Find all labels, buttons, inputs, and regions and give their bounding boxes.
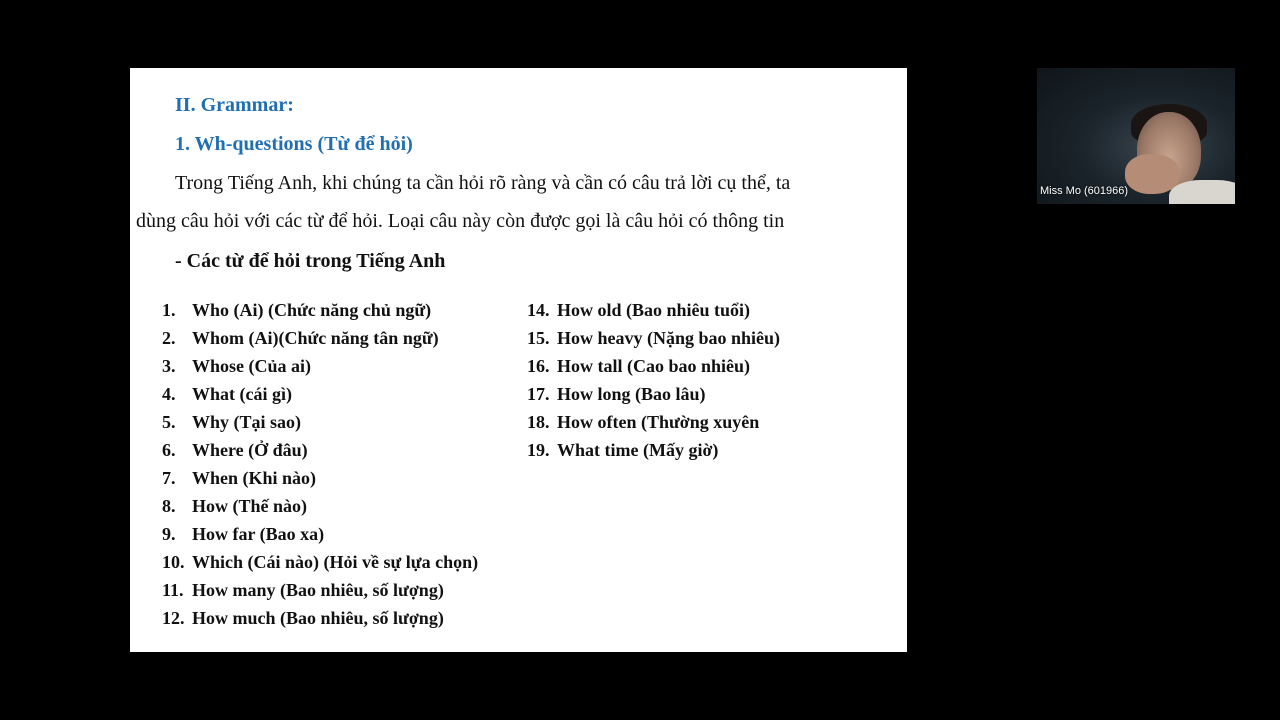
question-word-list-right: [527, 296, 780, 464]
list-item-text: Why (Tại sao): [192, 412, 302, 432]
list-item: [527, 352, 780, 380]
list-item: [162, 352, 478, 380]
list-item-text: Who (Ai) (Chức năng chủ ngữ): [192, 300, 432, 320]
list-item: [527, 296, 780, 324]
list-item-text: How heavy (Nặng bao nhiêu): [557, 328, 781, 348]
question-word-list-left: [162, 296, 478, 632]
list-item: [162, 464, 478, 492]
list-item-number: 14.: [527, 300, 550, 320]
list-item-number: 5.: [162, 412, 176, 432]
list-item-number: 18.: [527, 412, 550, 432]
participant-name-label: Miss Mo (601966): [1040, 185, 1129, 197]
list-item: [162, 296, 478, 324]
list-item-number: 19.: [527, 440, 550, 460]
list-item-text: How far (Bao xa): [192, 524, 325, 544]
list-item: [162, 520, 478, 548]
list-item-number: 8.: [162, 496, 176, 516]
slide-heading-grammar: II. Grammar:: [175, 94, 294, 116]
list-item: [162, 324, 478, 352]
list-item-text: Whose (Của ai): [192, 356, 312, 376]
list-item: [162, 380, 478, 408]
list-item-number: 4.: [162, 384, 176, 404]
list-item-number: 11.: [162, 580, 184, 600]
slide-paragraph-line-2: dùng câu hỏi với các từ để hỏi. Loại câu này còn được gọi là câu hỏi có thông tin: [136, 210, 785, 232]
list-item: [162, 492, 478, 520]
list-item-number: 7.: [162, 468, 176, 488]
list-item-number: 16.: [527, 356, 550, 376]
list-item-number: 10.: [162, 552, 185, 572]
list-item: [527, 324, 780, 352]
slide-subheading: - Các từ để hỏi trong Tiếng Anh: [175, 250, 446, 272]
list-item-text: How tall (Cao bao nhiêu): [557, 356, 751, 376]
shared-slide: [130, 68, 907, 652]
list-item-number: 3.: [162, 356, 176, 376]
list-item: [162, 548, 478, 576]
list-item: [162, 408, 478, 436]
slide-paragraph-line-1: Trong Tiếng Anh, khi chúng ta cần hỏi rõ ràng và cần có câu trả lời cụ thể, ta: [175, 172, 791, 194]
list-item-text: How much (Bao nhiêu, số lượng): [192, 608, 444, 628]
list-item-text: How (Thế nào): [192, 496, 308, 516]
list-item-number: 1.: [162, 300, 176, 320]
list-item-number: 6.: [162, 440, 176, 460]
list-item-text: Which (Cái nào) (Hỏi về sự lựa chọn): [192, 552, 479, 572]
participant-video-tile[interactable]: [1037, 68, 1235, 204]
list-item-number: 12.: [162, 608, 185, 628]
list-item-text: How old (Bao nhiêu tuổi): [557, 300, 751, 320]
list-item-text: What time (Mấy giờ): [557, 440, 719, 460]
list-item: [527, 380, 780, 408]
list-item-text: Where (Ở đâu): [192, 440, 308, 460]
list-item-text: How many (Bao nhiêu, số lượng): [192, 580, 444, 600]
participant-video-hand: [1125, 154, 1179, 194]
list-item-text: How long (Bao lâu): [557, 384, 706, 404]
list-item: [162, 576, 478, 604]
slide-heading-wh-questions: 1. Wh-questions (Từ để hỏi): [175, 133, 413, 155]
participant-video-shirt: [1169, 180, 1235, 204]
list-item: [162, 436, 478, 464]
list-item-number: 9.: [162, 524, 176, 544]
list-item-text: When (Khi nào): [192, 468, 317, 488]
list-item: [527, 436, 780, 464]
list-item: [162, 604, 478, 632]
list-item-text: How often (Thường xuyên: [557, 412, 760, 432]
list-item-number: 17.: [527, 384, 550, 404]
list-item-text: Whom (Ai)(Chức năng tân ngữ): [192, 328, 439, 348]
list-item: [527, 408, 780, 436]
list-item-number: 2.: [162, 328, 176, 348]
list-item-number: 15.: [527, 328, 550, 348]
list-item-text: What (cái gì): [192, 384, 292, 404]
